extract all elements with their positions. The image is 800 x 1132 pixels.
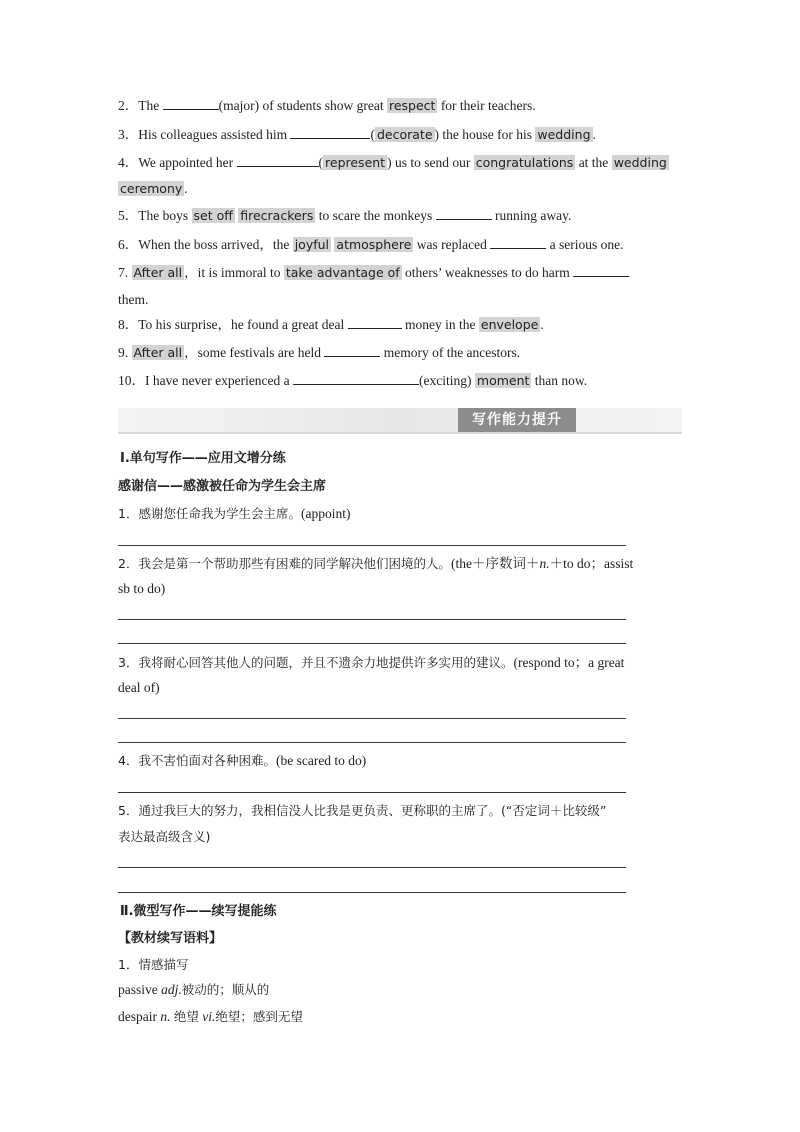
writing-3-continued: deal of)	[118, 680, 160, 695]
exercise-2: 2．The (major) of students show great respect for their teachers.	[118, 98, 536, 113]
exercise-8: 8．To his surprise，he found a great deal money in the envelope .	[118, 317, 544, 332]
answer-blank[interactable]	[290, 126, 370, 139]
exercise-7: 7. After all ，it is immoral to take advantage of others’ weaknesses to do harm	[118, 264, 629, 282]
answer-blank[interactable]	[573, 264, 629, 277]
exercise-7-continued: them.	[118, 292, 149, 307]
highlighted-term: respect	[388, 98, 436, 113]
answer-line[interactable]	[118, 892, 626, 893]
answer-line[interactable]	[118, 619, 626, 620]
exercise-3: 3．His colleagues assisted him ( decorate ) the house for his wedding .	[118, 127, 596, 142]
exercise-6: 6．When the boss arrived，the joyful atmosphere was replaced a serious one.	[118, 237, 624, 252]
highlighted-term: ceremony	[120, 181, 183, 196]
highlighted-term: congratulations	[475, 155, 574, 170]
highlighted-term: After all	[133, 345, 183, 360]
vocab-entry-despair: despair n. 绝望 vi.绝望；感到无望	[118, 1009, 303, 1024]
highlighted-term: wedding	[613, 155, 667, 170]
answer-line[interactable]	[118, 867, 626, 868]
answer-line[interactable]	[118, 643, 626, 644]
part2-bracket-heading: 【教材续写语料】	[118, 931, 223, 946]
highlighted-term: envelope	[480, 317, 539, 332]
answer-line[interactable]	[118, 792, 626, 793]
exercise-5: 5．The boys set off firecrackers to scare the monkeys running away.	[118, 208, 572, 223]
exercise-10: 10．I have never experienced a (exciting) moment than now.	[118, 373, 588, 388]
writing-4: 4．我不害怕面对各种困难。(be scared to do)	[118, 753, 367, 768]
part1-subheading: 感谢信——感激被任命为学生会主席	[118, 479, 327, 494]
exercise-4: 4．We appointed her ( represent ) us to send our congratulations at the wedding	[118, 155, 667, 170]
section-banner-title: 写作能力提升	[458, 408, 576, 432]
writing-1: 1．感谢您任命我为学生会主席。(appoint)	[118, 506, 351, 521]
highlighted-term: atmosphere	[336, 237, 412, 252]
writing-5: 5．通过我巨大的努力，我相信没人比我是更负责、更称职的主席了。(“否定词＋比较级”	[118, 803, 607, 818]
writing-2: 2．我会是第一个帮助那些有困难的同学解决他们困境的人。(the＋序数词＋n.＋to do；assist	[118, 556, 634, 571]
answer-blank[interactable]	[348, 316, 402, 329]
answer-blank[interactable]	[436, 207, 492, 220]
answer-line[interactable]	[118, 545, 626, 546]
vocab-entry-passive: passive adj.被动的；顺从的	[118, 982, 270, 997]
writing-3: 3．我将耐心回答其他人的问题，并且不遗余力地提供许多实用的建议。(respond to；a great	[118, 655, 625, 670]
answer-line[interactable]	[118, 718, 626, 719]
highlighted-term: set off	[193, 208, 233, 223]
highlighted-term: moment	[476, 373, 530, 388]
part1-heading: Ⅰ.单句写作——应用文增分练	[120, 451, 286, 466]
highlighted-term: firecrackers	[240, 208, 314, 223]
part2-heading: Ⅱ.微型写作——续写提能练	[120, 904, 277, 919]
highlighted-term: joyful	[294, 237, 330, 252]
writing-5-continued: 表达最高级含义)	[118, 829, 211, 844]
highlighted-term: After all	[133, 265, 183, 280]
highlighted-term: take advantage of	[285, 265, 400, 280]
highlighted-term: wedding	[537, 127, 591, 142]
exercise-4-continued: ceremony .	[120, 181, 188, 196]
answer-blank[interactable]	[324, 344, 380, 357]
answer-blank[interactable]	[293, 372, 419, 385]
writing-2-continued: sb to do)	[118, 581, 166, 596]
vocab-section-heading: 1．情感描写	[118, 957, 189, 972]
answer-blank[interactable]	[163, 97, 219, 110]
answer-line[interactable]	[118, 742, 626, 743]
exercise-9: 9. After all ，some festivals are held memory of the ancestors.	[118, 345, 521, 360]
answer-blank[interactable]	[490, 236, 546, 249]
answer-blank[interactable]	[237, 154, 319, 167]
section-banner	[118, 408, 682, 434]
highlighted-term: represent	[325, 155, 386, 170]
highlighted-term: decorate	[376, 127, 433, 142]
